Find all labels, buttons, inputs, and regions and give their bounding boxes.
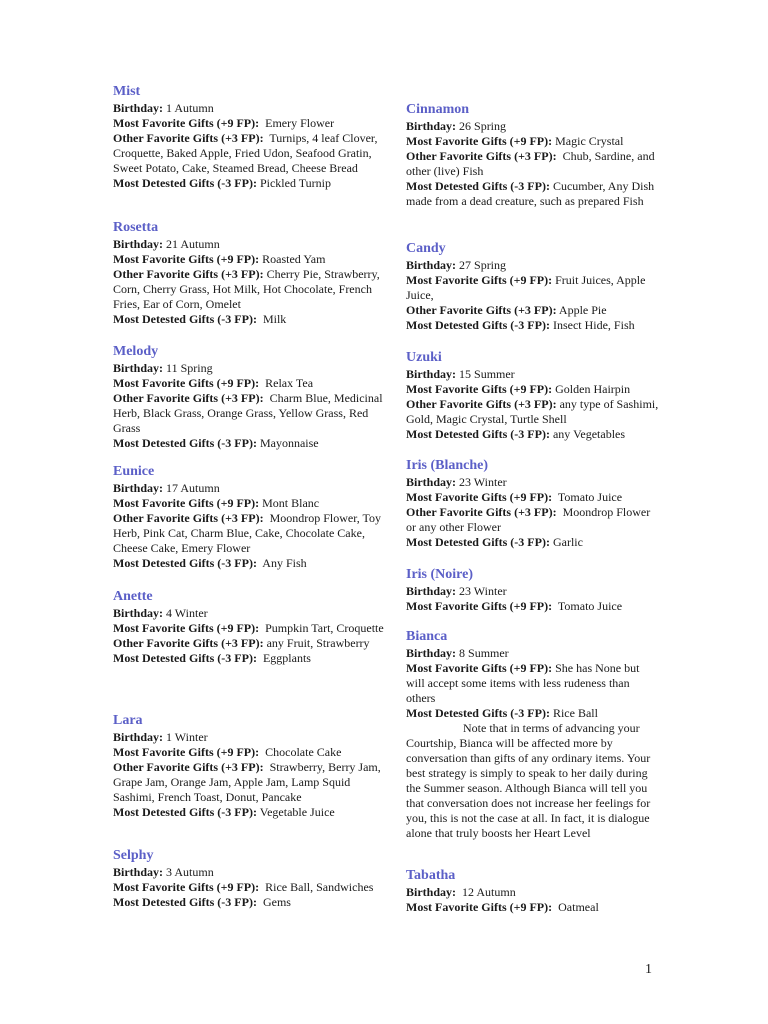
most-favorite-line [113, 116, 385, 131]
most-detested-label: Most Detested Gifts (-3 FP): [406, 706, 550, 720]
birthday-value: 1 Winter [166, 730, 208, 744]
most-favorite-value: Mont Blanc [262, 496, 320, 510]
character-name: Selphy [113, 848, 154, 863]
most-favorite-line [113, 745, 385, 760]
most-detested-label: Most Detested Gifts (-3 FP): [406, 179, 550, 193]
other-favorite-line [113, 391, 385, 436]
birthday-value: 23 Winter [459, 584, 507, 598]
most-detested-label: Most Detested Gifts (-3 FP): [113, 176, 257, 190]
birthday-label: Birthday: [406, 367, 457, 381]
birthday-label: Birthday: [406, 584, 457, 598]
most-detested-label: Most Detested Gifts (-3 FP): [113, 651, 257, 665]
birthday-label: Birthday: [113, 101, 164, 115]
birthday-line [113, 865, 385, 880]
birthday-label: Birthday: [406, 258, 457, 272]
character-name: Rosetta [113, 220, 159, 235]
character-name: Mist [113, 84, 141, 99]
most-detested-value: Vegetable Juice [259, 805, 335, 819]
most-favorite-value: Tomato Juice [557, 599, 623, 613]
entry-iris-noire [406, 566, 660, 614]
birthday-label: Birthday: [113, 730, 164, 744]
other-favorite-line [406, 303, 660, 318]
character-name: Bianca [406, 629, 448, 644]
most-detested-label: Most Detested Gifts (-3 FP): [406, 427, 550, 441]
most-detested-value: Rice Ball [552, 706, 598, 720]
birthday-line [406, 119, 660, 134]
most-favorite-value: Chocolate Cake [265, 745, 342, 759]
most-detested-line [406, 427, 660, 442]
other-favorite-label: Other Favorite Gifts (+3 FP): [113, 391, 264, 405]
most-favorite-label: Most Favorite Gifts (+9 FP): [113, 252, 260, 266]
most-detested-value: Mayonnaise [259, 436, 319, 450]
birthday-label: Birthday: [406, 475, 457, 489]
most-detested-value: Pickled Turnip [259, 176, 331, 190]
most-favorite-line [406, 661, 660, 706]
most-favorite-value: Tomato Juice [557, 490, 623, 504]
other-favorite-label: Other Favorite Gifts (+3 FP): [113, 131, 264, 145]
most-favorite-value: Pumpkin Tart, Croquette [265, 621, 384, 635]
entry-tabatha [406, 867, 660, 915]
birthday-line [113, 361, 385, 376]
other-favorite-line [406, 505, 660, 535]
most-favorite-line [406, 900, 660, 915]
entry-lara [113, 712, 385, 820]
other-favorite-value: Charm Blue, Medicinal Herb, Black Grass, Orange Grass, Yellow Grass, Red Grass [113, 391, 383, 435]
most-favorite-line [113, 880, 385, 895]
most-detested-line [406, 318, 660, 333]
character-name: Tabatha [406, 868, 456, 883]
page-number: 1 [645, 962, 652, 977]
most-favorite-value: Roasted Yam [262, 252, 326, 266]
other-favorite-label: Other Favorite Gifts (+3 FP): [113, 511, 264, 525]
most-favorite-label: Most Favorite Gifts (+9 FP): [406, 273, 553, 287]
most-favorite-label: Most Favorite Gifts (+9 FP): [406, 599, 553, 613]
most-detested-value: Gems [262, 895, 291, 909]
most-detested-line [113, 805, 385, 820]
birthday-label: Birthday: [113, 481, 164, 495]
entry-anette [113, 588, 385, 666]
birthday-value: 3 Autumn [166, 865, 214, 879]
other-favorite-value: Cherry Pie, Strawberry, Corn, Cherry Grass, Hot Milk, Hot Chocolate, French Fries, Ear of Corn, Omelet [113, 267, 380, 311]
most-favorite-line [406, 134, 660, 149]
other-favorite-label: Other Favorite Gifts (+3 FP): [406, 505, 557, 519]
most-detested-value: any Vegetables [552, 427, 626, 441]
other-favorite-line [113, 267, 385, 312]
character-name: Eunice [113, 464, 155, 479]
most-detested-line [113, 436, 385, 451]
most-favorite-label: Most Favorite Gifts (+9 FP): [406, 382, 553, 396]
most-detested-label: Most Detested Gifts (-3 FP): [406, 535, 550, 549]
most-detested-line [406, 535, 660, 550]
most-detested-value: Insect Hide, Fish [552, 318, 635, 332]
birthday-line [406, 885, 660, 900]
other-favorite-label: Other Favorite Gifts (+3 FP): [113, 636, 264, 650]
other-favorite-value: Moondrop Flower, Toy Herb, Pink Cat, Charm Blue, Cake, Chocolate Cake, Cheese Cake, Emery Flower [113, 511, 382, 555]
birthday-line [406, 584, 660, 599]
other-favorite-value: Turnips, 4 leaf Clover, Croquette, Baked Apple, Fried Udon, Seafood Gratin, Sweet Potato, Cake, Steamed Bread, Cheese Bread [113, 131, 378, 175]
other-favorite-line [406, 397, 660, 427]
character-name: Candy [406, 241, 446, 256]
most-detested-line [113, 176, 385, 191]
most-detested-label: Most Detested Gifts (-3 FP): [113, 436, 257, 450]
most-favorite-label: Most Favorite Gifts (+9 FP): [113, 880, 260, 894]
birthday-value: 4 Winter [166, 606, 208, 620]
most-favorite-value: She has None but will accept some items with less rudeness than others [406, 661, 640, 705]
most-detested-line [113, 651, 385, 666]
birthday-value: 15 Summer [459, 367, 515, 381]
birthday-line [113, 101, 385, 116]
other-favorite-line [113, 636, 385, 651]
most-favorite-value: Emery Flower [265, 116, 335, 130]
courtship-note [406, 721, 660, 841]
birthday-value: 21 Autumn [166, 237, 220, 251]
birthday-line [113, 481, 385, 496]
character-name: Iris (Blanche) [406, 458, 489, 473]
most-favorite-value: Rice Ball, Sandwiches [265, 880, 374, 894]
birthday-line [113, 730, 385, 745]
birthday-value: 23 Winter [459, 475, 507, 489]
most-detested-line [113, 895, 385, 910]
most-favorite-value: Fruit Juices, Apple Juice, [406, 273, 646, 302]
birthday-label: Birthday: [113, 606, 164, 620]
birthday-line [113, 237, 385, 252]
other-favorite-value: any type of Sashimi, Gold, Magic Crystal, Turtle Shell [406, 397, 659, 426]
other-favorite-value: Chub, Sardine, and other (live) Fish [406, 149, 655, 178]
entry-selphy [113, 847, 385, 910]
most-favorite-line [113, 621, 385, 636]
other-favorite-value: any Fruit, Strawberry [266, 636, 370, 650]
most-favorite-label: Most Favorite Gifts (+9 FP): [406, 134, 553, 148]
character-name: Melody [113, 344, 159, 359]
most-favorite-label: Most Favorite Gifts (+9 FP): [113, 116, 260, 130]
most-detested-label: Most Detested Gifts (-3 FP): [113, 312, 257, 326]
most-favorite-label: Most Favorite Gifts (+9 FP): [406, 490, 553, 504]
birthday-line [406, 258, 660, 273]
character-name: Uzuki [406, 350, 442, 365]
entry-cinnamon [406, 101, 660, 209]
other-favorite-line [113, 131, 385, 176]
birthday-line [406, 367, 660, 382]
birthday-value: 17 Autumn [166, 481, 220, 495]
most-favorite-line [406, 490, 660, 505]
most-detested-label: Most Detested Gifts (-3 FP): [406, 318, 550, 332]
most-detested-value: Milk [262, 312, 287, 326]
other-favorite-label: Other Favorite Gifts (+3 FP): [406, 397, 557, 411]
other-favorite-line [113, 511, 385, 556]
most-favorite-label: Most Favorite Gifts (+9 FP): [113, 621, 260, 635]
most-favorite-line [113, 496, 385, 511]
note-text: Note that in terms of advancing your Courtship, Bianca will be affected more by conversation than gifts of any ordinary items. Your best strategy is simply to speak to her daily during the Summer season. Although Bianca will tell you that conversation does not increase her feelings for you, this is not the case at all. In fact, it is dialogue alone that truly boosts her Heart Level [406, 721, 651, 840]
most-detested-value: Any Fish [262, 556, 307, 570]
entry-bianca [406, 628, 660, 841]
most-favorite-label: Most Favorite Gifts (+9 FP): [113, 496, 260, 510]
birthday-label: Birthday: [113, 237, 164, 251]
birthday-label: Birthday: [406, 119, 457, 133]
most-favorite-line [406, 382, 660, 397]
most-detested-line [113, 312, 385, 327]
entry-melody [113, 343, 385, 451]
entry-mist [113, 83, 385, 191]
other-favorite-label: Other Favorite Gifts (+3 FP): [113, 760, 264, 774]
other-favorite-label: Other Favorite Gifts (+3 FP): [406, 149, 557, 163]
most-detested-value: Garlic [552, 535, 583, 549]
most-favorite-line [113, 252, 385, 267]
most-detested-label: Most Detested Gifts (-3 FP): [113, 895, 257, 909]
most-favorite-label: Most Favorite Gifts (+9 FP): [113, 745, 260, 759]
most-favorite-line [406, 599, 660, 614]
birthday-value: 27 Spring [459, 258, 507, 272]
entry-eunice [113, 463, 385, 571]
birthday-value: 26 Spring [459, 119, 507, 133]
other-favorite-value: Moondrop Flower or any other Flower [406, 505, 651, 534]
most-favorite-line [113, 376, 385, 391]
most-detested-label: Most Detested Gifts (-3 FP): [113, 805, 257, 819]
birthday-line [406, 475, 660, 490]
most-favorite-value: Golden Hairpin [555, 382, 631, 396]
entry-iris-blanche [406, 457, 660, 550]
entry-candy [406, 240, 660, 333]
character-name: Lara [113, 713, 143, 728]
other-favorite-value: Apple Pie [558, 303, 607, 317]
most-detested-label: Most Detested Gifts (-3 FP): [113, 556, 257, 570]
birthday-label: Birthday: [113, 865, 164, 879]
most-favorite-value: Oatmeal [558, 900, 599, 914]
birthday-label: Birthday: [406, 646, 457, 660]
most-detested-line [406, 179, 660, 209]
most-detested-line [406, 706, 660, 721]
birthday-label: Birthday: [113, 361, 164, 375]
most-favorite-label: Most Favorite Gifts (+9 FP): [406, 900, 553, 914]
birthday-value: 8 Summer [459, 646, 509, 660]
birthday-label: Birthday: [406, 885, 457, 899]
most-favorite-line [406, 273, 660, 303]
other-favorite-value: Strawberry, Berry Jam, Grape Jam, Orange Jam, Apple Jam, Lamp Squid Sashimi, French Toast, Donut, Pancake [113, 760, 381, 804]
most-favorite-value: Relax Tea [265, 376, 314, 390]
most-favorite-value: Magic Crystal [555, 134, 624, 148]
character-name: Iris (Noire) [406, 567, 473, 582]
character-name: Cinnamon [406, 102, 470, 117]
birthday-value: 1 Autumn [166, 101, 214, 115]
most-detested-line [113, 556, 385, 571]
most-favorite-label: Most Favorite Gifts (+9 FP): [406, 661, 553, 675]
birthday-line [113, 606, 385, 621]
other-favorite-label: Other Favorite Gifts (+3 FP): [113, 267, 264, 281]
most-detested-value: Eggplants [262, 651, 311, 665]
entry-uzuki [406, 349, 660, 442]
entry-rosetta [113, 219, 385, 327]
birthday-line [406, 646, 660, 661]
birthday-value: 11 Spring [166, 361, 213, 375]
other-favorite-line [406, 149, 660, 179]
most-detested-value: Cucumber, Any Dish made from a dead creature, such as prepared Fish [406, 179, 655, 208]
other-favorite-line [113, 760, 385, 805]
birthday-value: 12 Autumn [462, 885, 516, 899]
other-favorite-label: Other Favorite Gifts (+3 FP): [406, 303, 557, 317]
character-name: Anette [113, 589, 153, 604]
most-favorite-label: Most Favorite Gifts (+9 FP): [113, 376, 260, 390]
